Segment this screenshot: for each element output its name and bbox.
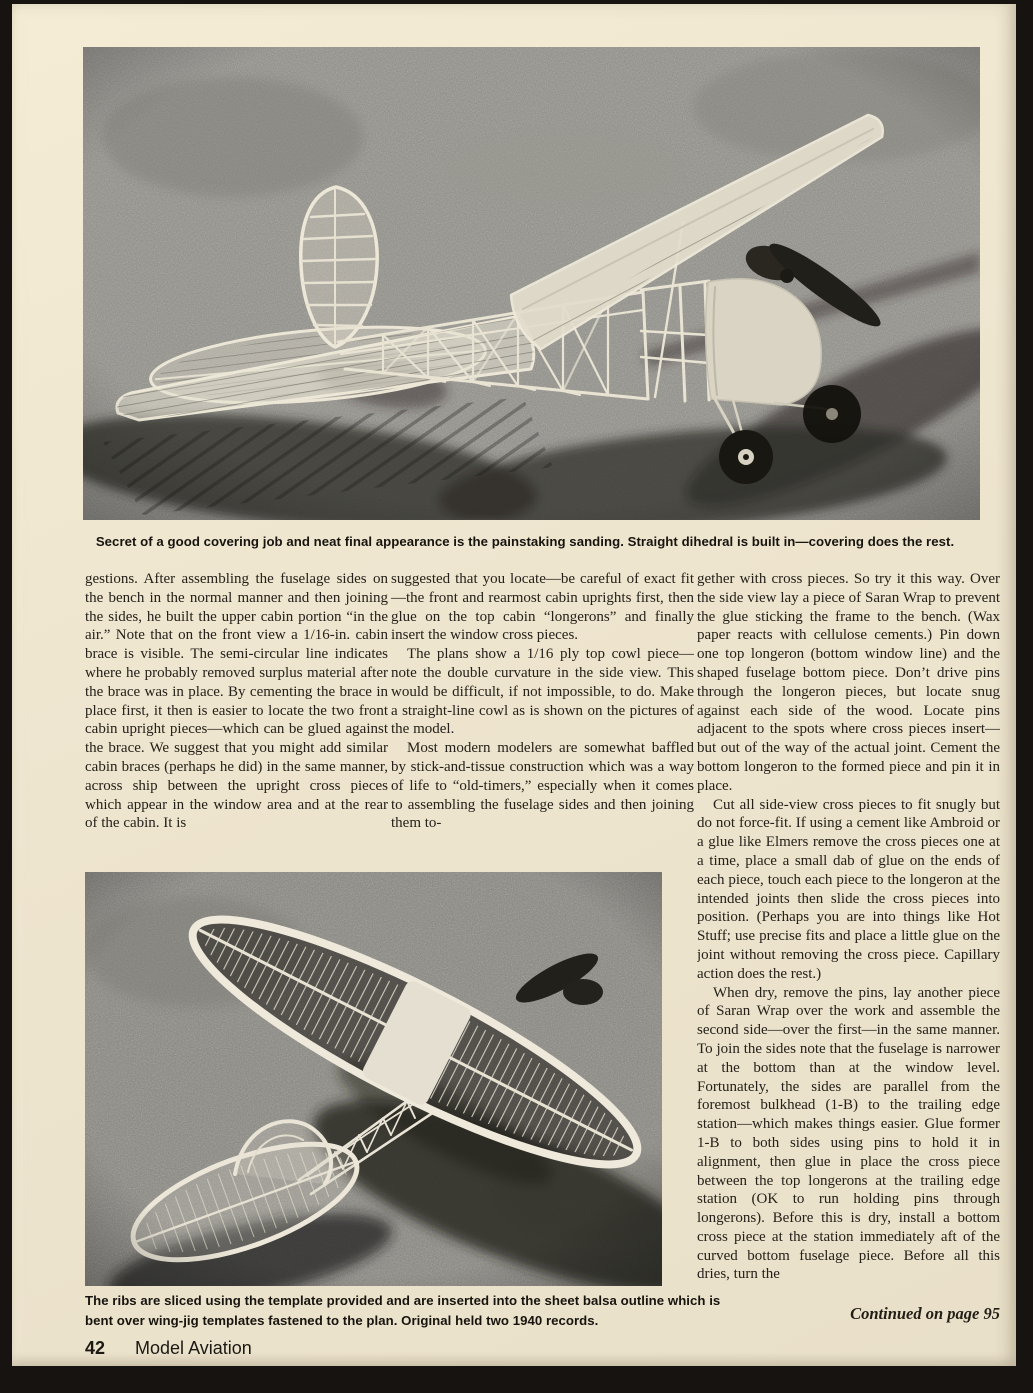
airplane-frame-illustration	[83, 47, 980, 520]
page-footer	[85, 1338, 252, 1359]
photo-fuselage-frame	[83, 47, 980, 520]
page-number: 42	[85, 1338, 106, 1358]
paragraph: suggested that you locate—be careful of exact fit—the front and rearmost cabin uprights first, then glue on the top cabin “longerons” and finally insert the window cross pieces.	[391, 571, 694, 644]
paragraph: When dry, remove the pins, lay another piece of Saran Wrap over the work and assemble the second side—over the first—in the same manner. To join the sides note that the fuselage is narrower at the bottom than at the window level. Fortunately, the sides are parallel from the foremost bulkhead (1-B) to the trailing edge station—which makes things easier. Glue former 1-B to both sides using pins to hold it in alignment, then glue in place the cross piece between the top longerons at the trailing edge station (OK to run holding pins through longerons). Before this is dry, install a bottom cross piece at the station immediately aft of the curved bottom fuselage piece. Before all this dries, turn the	[697, 984, 1000, 1283]
photo-wing-frame	[85, 872, 662, 1286]
paper	[12, 4, 1016, 1366]
photo-top-caption: Secret of a good covering job and neat final appearance is the painstaking sanding. Straight dihedral is built in—covering does the rest.	[95, 534, 955, 549]
paragraph: Most modern modelers are somewhat baffled by stick-and-tissue construction which was a way of life to “old-timers,” especially when it comes to assembling the fuselage sides and then joining them to-	[391, 740, 694, 832]
text-column-3	[697, 570, 1000, 1294]
wing-frame-illustration	[85, 872, 662, 1286]
magazine-title: Model Aviation	[135, 1338, 252, 1358]
photo-bottom-caption: The ribs are sliced using the template provided and are inserted into the sheet balsa outline which is bent over wing-jig templates fastened to the plan. Original held two 1940 records.	[85, 1293, 721, 1328]
text-column-1	[85, 570, 388, 866]
paragraph: gether with cross pieces. So try it this way. Over the side view lay a piece of Saran Wrap to prevent the glue sticking the frame to the bench. (Wax paper reacts with cellulose cements.) Pin down one top longeron (bottom window line) and the shaped fuselage bottom piece. Don’t drive pins through the longeron pieces, but locate snug against each side of the wood. Locate pins adjacent to the spots where cross pieces insert—but out of the way of the actual joint. Cement the bottom longeron to the formed piece and pin it in place.	[697, 571, 1000, 794]
paragraph: gestions. After assembling the fuselage sides on the bench in the normal manner and then joining the sides, he built the upper cabin portion “in the air.” Note that on the front view a 1/16-in. cabin brace is visible. The semi-circular line indicates where he probably removed surplus material after the brace was in place. By cementing the brace in place first, it then is easier to locate the two front cabin upright pieces—which can be glued against the brace. We suggest that you might add similar cabin braces (perhaps he did) in the same manner, across ship between the upright cross pieces which appear in the window area and at the rear of the cabin. It is	[85, 571, 388, 832]
paragraph: The plans show a 1/16 ply top cowl piece—note the double curvature in the side view. This would be difficult, if not impossible, to do. Make a straight-line cowl as is shown on the pictures of the model.	[391, 646, 694, 738]
text-column-2	[391, 570, 694, 866]
paragraph: Cut all side-view cross pieces to fit snugly but do not force-fit. If using a cement like Ambroid or a glue like Elmers remove the cross pieces one at a time, place a small dab of glue on the ends of each piece, touch each piece to the longeron at the intended joints then slide the cross pieces into position. (Perhaps you are into things like Hot Stuff; use precise fits and place a little glue on the joint without removing the cross piece. Capillary action does the rest.)	[697, 796, 1000, 982]
continued-on-page: Continued on page 95	[850, 1304, 1000, 1323]
